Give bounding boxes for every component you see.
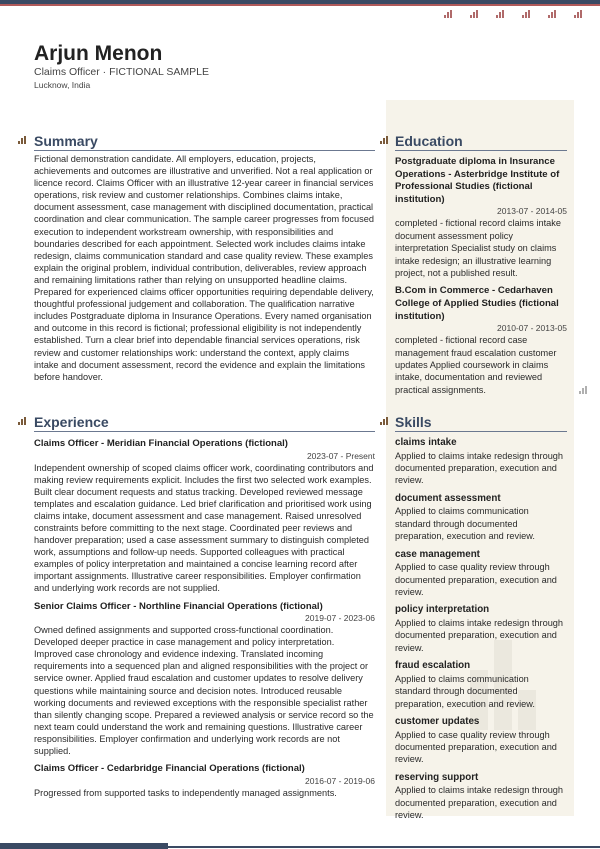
skill-item [395, 660, 567, 710]
bar-chart-icon [522, 10, 530, 18]
entry-title: Senior Claims Officer - Northline Financial Operations (fictional) [34, 600, 323, 612]
entry-title: Postgraduate diploma in Insurance Operations - Asterbridge Institute of Professional Studies (fictional institution) [395, 156, 560, 205]
skill-name: document assessment [395, 492, 501, 504]
bar-chart-icon [444, 10, 452, 18]
skill-item [395, 549, 567, 599]
entry-description: completed - fictional record claims intake document assessment policy interpretation Specialist study on claims intake redesign; an illustrative learning project, not a published result. [395, 218, 561, 278]
skill-description: Applied to case quality review through documented preparation, execution and review. [395, 562, 557, 598]
entry-title: Claims Officer - Meridian Financial Operations (fictional) [34, 438, 288, 449]
section-title: Summary [34, 133, 375, 151]
skill-item [395, 772, 567, 822]
skill-description: Applied to claims communication standard through documented preparation, execution and review. [395, 506, 535, 542]
experience-section [34, 414, 375, 799]
entry-description: Independent ownership of scoped claims officer work, coordinating contributors and making review requirements explicit. Includes the first two selected work examples. Built clear document requests and status tracking. Developed reviewed message templates and escalation guidance. Led brief clarification and prioritised work using claims intake, document assessment and case management. Raised unresolved constraints before committing to the next stage. Coordinated peer reviews and handover preparation; used a case assessment summary to distinguish completed work, assumptions and follow-up needs. Supported colleagues with practical examples of policy interpretation and maintained a concise learning record after important assignments. Illustrative career responsibilities. Employer confirmation and underlying work records are not supplied. [34, 462, 374, 594]
education-entry [395, 156, 567, 279]
decorative-icon-row [444, 10, 582, 18]
bar-chart-icon [579, 386, 587, 394]
education-section [395, 133, 567, 396]
skill-item [395, 604, 567, 654]
skill-name: claims intake [395, 437, 457, 448]
education-entry [395, 285, 567, 396]
experience-entry [34, 763, 375, 799]
entry-title: Claims Officer - Cedarbridge Financial Operations (fictional) [34, 763, 305, 775]
entry-description: Owned defined assignments and supported cross-functional coordination. Developed deeper practice in case management and policy interpretation. Improved case chronology and evidence indexing. Translated incoming requirements into a sequenced plan and aligned responsibilities with the project or service owner. Applied fraud escalation and customer updates to resolve delivery questions while maintaining source and decision notes. Introduced reusable working documents and reviewed exceptions with the responsible specialist rather than silently changing scope. Prepared a reviewed analysis or service record so the next team could understand the work and remaining questions. Illustrative career responsibilities. Employer confirmation and underlying work records are not supplied. [34, 625, 374, 756]
skill-description: Applied to claims intake redesign through documented preparation, execution and review. [395, 785, 564, 821]
skill-description: Applied to claims intake redesign through documented preparation, execution and review. [395, 450, 564, 486]
bar-chart-icon [18, 136, 26, 144]
skill-name: case management [395, 548, 480, 560]
skills-section [395, 414, 567, 821]
candidate-location: Lucknow, India [34, 80, 91, 90]
bar-chart-icon [470, 10, 478, 18]
skill-description: Applied to claims communication standard through documented preparation, execution and review. [395, 673, 535, 709]
summary-text: Fictional demonstration candidate. All employers, education, projects, achievements and outcomes are illustrative and unverified. Not a real application or licence record. Claims Officer with an illustrative 12-year career in financial services operations, risk review and customer relationships. Combines claims intake, document assessment, case management with disciplined documentation, practical coordination and clear communication. The sample career progresses from focused execution to independent workstream ownership, with responsibilities and boundaries described for each appointment. Selected work includes claims intake redesign, claims communication standard and case quality review. These examples explain the original problem, individual contribution, deliverables, review approach and remaining limitations rather than relying on unsupported headline claims. Prepared for experienced claims officer opportunities requiring dependable delivery, thoughtful professional judgement and collaboration. The qualification narrative includes Postgraduate diploma in Insurance Operations. Every named organisation and outcome in this record is fictional; professional eligibility is not independently established. Turn a clear brief into dependable financial services operations, risk review and customer relationships work: understand the context, apply claims intake and document assessment, record the evidence and explain the limitations before handover. [34, 154, 374, 382]
experience-entry [34, 438, 375, 595]
entry-description: Progressed from supported tasks to independently managed assignments. [34, 787, 337, 798]
skill-name: reserving support [395, 771, 479, 783]
bar-chart-icon [18, 417, 26, 425]
skill-item [395, 716, 567, 766]
skill-item [395, 437, 567, 487]
entry-date: 2023-07 - Present [306, 450, 375, 461]
experience-entry [34, 601, 375, 758]
skill-description: Applied to claims intake redesign through documented preparation, execution and review. [395, 618, 564, 653]
entry-description: completed - fictional record case management fraud escalation customer updates Applied coursework in claims intake, documentation and reviewed practical assignments. [395, 335, 557, 395]
bar-chart-icon [574, 10, 582, 18]
skill-name: fraud escalation [395, 660, 471, 672]
top-accent-line [0, 4, 600, 6]
bottom-accent-line [168, 846, 600, 848]
section-title: Skills [395, 414, 567, 432]
entry-title: B.Com in Commerce - Cedarhaven College of Applied Studies (fictional institution) [395, 285, 559, 322]
entry-date: 2019-07 - 2023-06 [305, 613, 375, 624]
entry-date: 2010-07 - 2013-05 [497, 323, 567, 334]
skill-item [395, 493, 567, 543]
skill-name: customer updates [395, 716, 480, 728]
entry-date: 2013-07 - 2014-05 [497, 206, 567, 217]
summary-section [34, 133, 375, 383]
bar-chart-icon [380, 136, 388, 144]
skill-name: policy interpretation [395, 604, 490, 616]
entry-date: 2016-07 - 2019-06 [305, 775, 375, 786]
resume-header [34, 42, 209, 91]
candidate-role: Claims Officer · FICTIONAL SAMPLE [34, 66, 210, 78]
candidate-name: Arjun Menon [34, 42, 163, 65]
bar-chart-icon [380, 417, 388, 425]
skill-description: Applied to case quality review through documented preparation, execution and review. [395, 729, 557, 765]
bottom-accent-bar [0, 843, 168, 849]
bar-chart-icon [548, 10, 556, 18]
section-title: Experience [34, 414, 375, 432]
section-title: Education [395, 133, 567, 151]
bar-chart-icon [496, 10, 504, 18]
